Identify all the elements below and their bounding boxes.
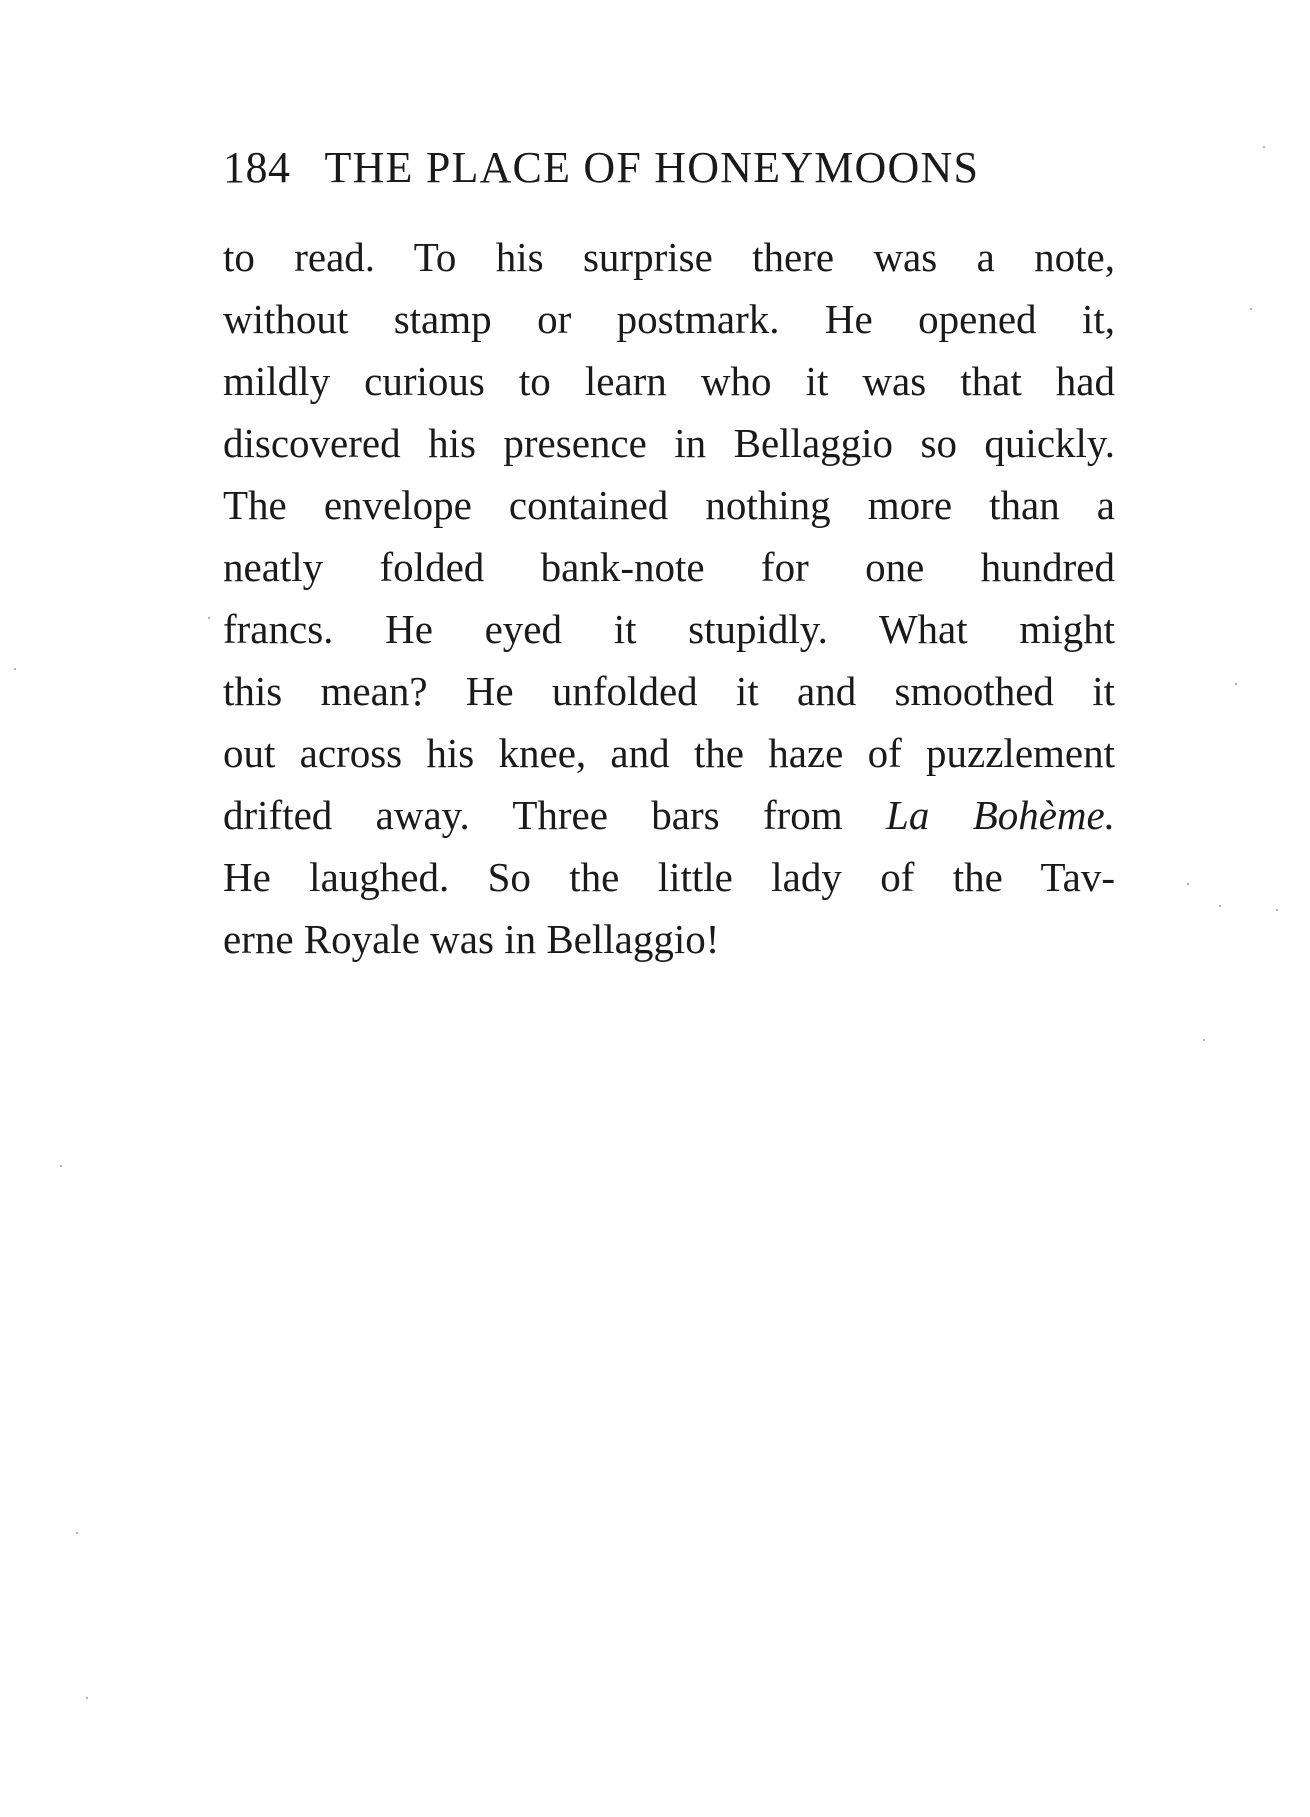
paper-speck <box>1219 905 1221 907</box>
text-line: to read. To his surprise there was a note, <box>223 234 1115 280</box>
paper-speck <box>60 1165 62 1167</box>
text-line-start: drifted away. Three bars from <box>223 792 887 838</box>
text-line: francs. He eyed it stupidly. What might <box>223 606 1115 652</box>
text-line: this mean? He unfolded it and smoothed it <box>223 668 1115 714</box>
page-number: 184 <box>223 143 291 192</box>
paper-speck <box>1276 909 1278 911</box>
paper-speck <box>208 617 210 619</box>
paper-speck <box>76 1532 78 1534</box>
book-title: THE PLACE OF HONEYMOONS <box>324 143 980 192</box>
text-line <box>223 784 1115 846</box>
paper-speck <box>14 668 16 670</box>
text-line: He laughed. So the little lady of the Tav- <box>223 854 1115 900</box>
paper-speck <box>1187 883 1189 885</box>
italic-title: La Bohème. <box>886 792 1115 838</box>
text-line: The envelope contained nothing more than a <box>223 482 1115 528</box>
paper-speck <box>1235 683 1237 685</box>
paper-speck <box>1203 1039 1205 1041</box>
running-head <box>223 138 1113 198</box>
text-line: neatly folded bank-note for one hundred <box>223 544 1115 590</box>
text-line: without stamp or postmark. He opened it, <box>223 296 1115 342</box>
paper-speck <box>1263 146 1265 148</box>
paper-speck <box>1250 308 1252 310</box>
text-line: mildly curious to learn who it was that had <box>223 358 1115 404</box>
body-text <box>223 226 1115 970</box>
text-line: erne Royale was in Bellaggio! <box>223 916 720 962</box>
paper-speck <box>86 1697 88 1699</box>
text-line: discovered his presence in Bellaggio so quickly. <box>223 420 1115 466</box>
text-line: out across his knee, and the haze of puzzlement <box>223 730 1115 776</box>
